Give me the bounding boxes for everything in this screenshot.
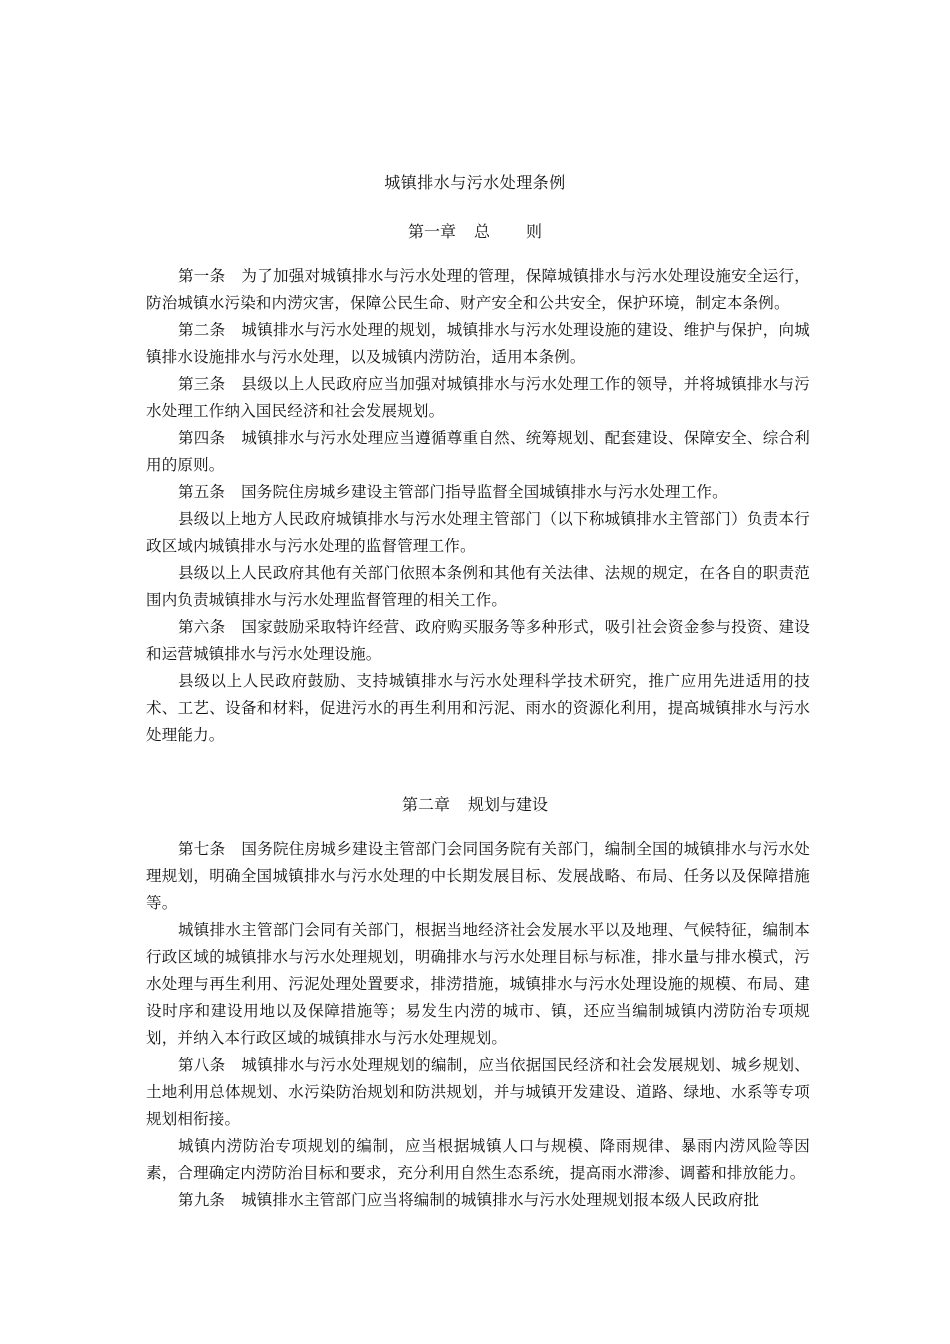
- article-paragraph: [146, 1052, 810, 1133]
- article-text: 城镇排水主管部门会同有关部门，根据当地经济社会发展水平以及地理、气候特征，编制本行政区域的城镇排水与污水处理规划，明确排水与污水处理目标与标准，排水量与排水模式，污水处理与再生利用、污泥处理处置要求，排涝措施，城镇排水与污水处理设施的规模、布局、建设时序和建设用地以及保障措施等；易发生内涝的城市、镇，还应当编制城镇内涝防治专项规划，并纳入本行政区域的城镇排水与污水处理规划。: [146, 921, 810, 1047]
- chapter-1-heading: [0, 219, 950, 242]
- article-text: 城镇排水主管部门应当将编制的城镇排水与污水处理规划报本级人民政府批: [241, 1191, 760, 1209]
- article-paragraph: [146, 614, 810, 668]
- article-text: 县级以上地方人民政府城镇排水与污水处理主管部门（以下称城镇排水主管部门）负责本行政区域内城镇排水与污水处理的监督管理工作。: [146, 510, 810, 555]
- article-paragraph: [146, 668, 810, 749]
- article-text: 县级以上人民政府鼓励、支持城镇排水与污水处理科学技术研究，推广应用先进适用的技术、工艺、设备和材料，促进污水的再生利用和污泥、雨水的资源化利用，提高城镇排水与污水处理能力。: [146, 672, 810, 744]
- article-number: 第四条: [178, 429, 226, 447]
- article-text: 城镇排水与污水处理规划的编制，应当依据国民经济和社会发展规划、城乡规划、土地利用总体规划、水污染防治规划和防洪规划，并与城镇开发建设、道路、绿地、水系等专项规划相衔接。: [146, 1056, 811, 1128]
- article-text: 城镇排水与污水处理的规划，城镇排水与污水处理设施的建设、维护与保护，向城镇排水设施排水与污水处理，以及城镇内涝防治，适用本条例。: [146, 321, 811, 366]
- article-number: 第一条: [178, 267, 226, 285]
- article-number: 第九条: [178, 1191, 226, 1209]
- article-text: 县级以上人民政府应当加强对城镇排水与污水处理工作的领导，并将城镇排水与污水处理工作纳入国民经济和社会发展规划。: [146, 375, 811, 420]
- article-number: 第五条: [178, 483, 226, 501]
- chapter-2-number: 第二章: [401, 795, 450, 814]
- chapter-1-name-a: 总: [473, 222, 490, 241]
- article-paragraph: [146, 560, 810, 614]
- article-paragraph: [146, 425, 810, 479]
- article-text: 国务院住房城乡建设主管部门指导监督全国城镇排水与污水处理工作。: [241, 483, 728, 501]
- article-number: 第七条: [178, 840, 226, 858]
- chapter-2-heading: [0, 792, 950, 815]
- chapter-1-number: 第一章: [407, 222, 456, 241]
- chapter-1-name-b: 则: [526, 222, 543, 241]
- article-text: 国家鼓励采取特许经营、政府购买服务等多种形式，吸引社会资金参与投资、建设和运营城镇排水与污水处理设施。: [146, 618, 811, 663]
- chapter-2-name: 规划与建设: [468, 795, 549, 814]
- article-number: 第二条: [178, 321, 226, 339]
- article-paragraph: [146, 1133, 810, 1187]
- article-text: 城镇排水与污水处理应当遵循尊重自然、统筹规划、配套建设、保障安全、综合利用的原则。: [146, 429, 811, 474]
- article-paragraph: [146, 479, 810, 506]
- article-number: 第六条: [178, 618, 226, 636]
- article-number: 第三条: [178, 375, 226, 393]
- article-paragraph: [146, 317, 810, 371]
- article-text: 县级以上人民政府其他有关部门依照本条例和其他有关法律、法规的规定，在各自的职责范围内负责城镇排水与污水处理监督管理的相关工作。: [146, 564, 810, 609]
- article-paragraph: [146, 263, 810, 317]
- chapter-2-body: [146, 836, 810, 1214]
- article-text: 为了加强对城镇排水与污水处理的管理，保障城镇排水与污水处理设施安全运行，防治城镇水污染和内涝灾害，保障公民生命、财产安全和公共安全，保护环境，制定本条例。: [146, 267, 811, 312]
- article-text: 城镇内涝防治专项规划的编制，应当根据城镇人口与规模、降雨规律、暴雨内涝风险等因素，合理确定内涝防治目标和要求，充分利用自然生态系统，提高雨水滞渗、调蓄和排放能力。: [146, 1137, 810, 1182]
- article-paragraph: [146, 917, 810, 1052]
- chapter-1-body: [146, 263, 810, 749]
- article-paragraph: [146, 371, 810, 425]
- article-paragraph: [146, 836, 810, 917]
- article-paragraph: [146, 1187, 810, 1214]
- document-title: 城镇排水与污水处理条例: [384, 173, 566, 192]
- article-number: 第八条: [178, 1056, 226, 1074]
- article-text: 国务院住房城乡建设主管部门会同国务院有关部门，编制全国的城镇排水与污水处理规划，明确全国城镇排水与污水处理的中长期发展目标、发展战略、布局、任务以及保障措施等。: [146, 840, 811, 912]
- article-paragraph: [146, 506, 810, 560]
